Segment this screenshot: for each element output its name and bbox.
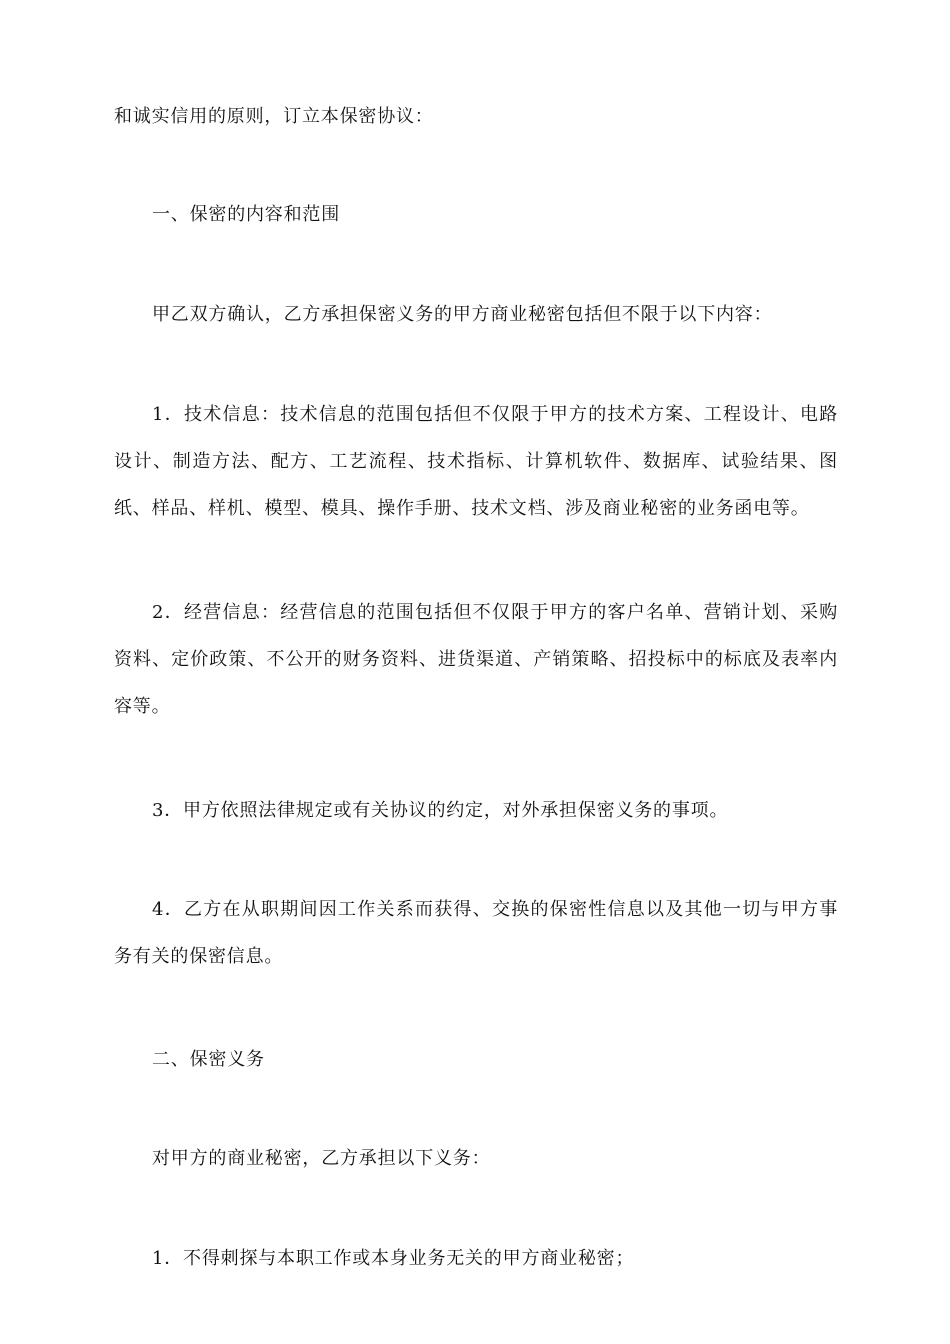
list-item-technical-info: 1．技术信息：技术信息的范围包括但不仅限于甲方的技术方案、工程设计、电路设计、制造方法、配方、工艺流程、技术指标、计算机软件、数据库、试验结果、图纸、样品、样机、模型、模具、操作手册、技术文档、涉及商业秘密的业务函电等。: [114, 404, 838, 519]
paragraph-obligations-intro: 对甲方的商业秘密，乙方承担以下义务：: [152, 1148, 491, 1169]
paragraph-confirmation: 甲乙双方确认，乙方承担保密义务的甲方商业秘密包括但不限于以下内容：: [152, 304, 773, 325]
list-item-no-snooping: 1．不得刺探与本职工作或本身业务无关的甲方商业秘密；: [152, 1248, 635, 1269]
list-item-business-info: 2．经营信息：经营信息的范围包括但不仅限于甲方的客户名单、营销计划、采购资料、定价政策、不公开的财务资料、进货渠道、产销策略、招投标中的标底及表率内容等。: [114, 602, 838, 717]
list-item-legal-obligations: 3．甲方依照法律规定或有关协议的约定，对外承担保密义务的事项。: [152, 800, 729, 821]
list-item-employment-info: 4．乙方在从职期间因工作关系而获得、交换的保密性信息以及其他一切与甲方事务有关的保密信息。: [114, 899, 838, 967]
section-heading-scope: 一、保密的内容和范围: [152, 204, 340, 225]
section-heading-obligations: 二、保密义务: [152, 1049, 265, 1070]
paragraph-continuation: 和诚实信用的原则，订立本保密协议：: [114, 106, 434, 127]
